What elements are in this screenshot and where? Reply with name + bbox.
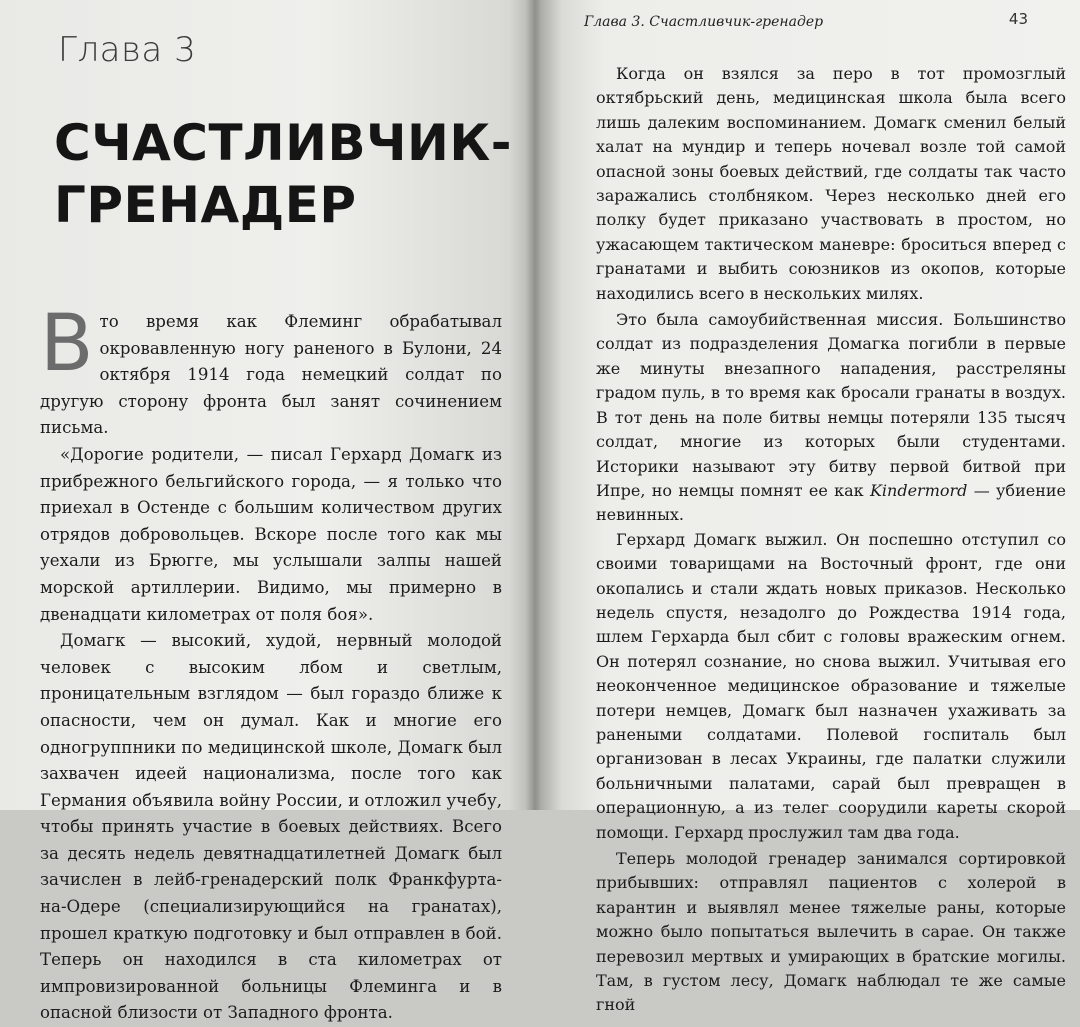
chapter-title: СЧАСТЛИВЧИК-ГРЕНАДЕР	[54, 114, 512, 234]
italic-term: Kindermord	[869, 480, 968, 500]
left-body-text	[40, 299, 502, 1027]
right-body-text	[596, 62, 1066, 1018]
page-number: 43	[1008, 10, 1028, 28]
paragraph: Герхард Домагк выжил. Он поспешно отступил со своими товарищами на Восточный фронт, где они окопались и стали ждать новых приказов. Несколько недель спустя, незадолго до Рождества 1914 года, шлем Герхарда был сбит с головы вражеским огнем. Он потерял сознание, но снова выжил. Учитывая его неоконченное медицинское образование и тяжелые потери немцев, Домагк был назначен ухаживать за ранеными солдатами. Полевой госпиталь был организован в лесах Украины, где палатки служили больничными палатами, сарай был превращен в операционную, а из телег соорудили кареты скорой помощи. Герхард прослужил там два года.	[596, 529, 1066, 842]
paragraph: «Дорогие родители, — писал Герхард Домагк из прибрежного бельгийского города, — я только что приехал в Остенде с большим количеством других отрядов добровольцев. Вскоре после того как мы уехали из Брюгге, мы услышали залпы нашей морской артиллерии. Видимо, мы примерно в двенадцати километрах от поля боя».	[40, 444, 502, 624]
paragraph-text: Это была самоубийственная миссия. Большинство солдат из подразделения Домагка погибли в первые же минуты внезапного нападения, расстреляны градом пуль, в то время как бросали гранаты в воздух. В тот день на поле битвы немцы потеряли 135 тысяч солдат, многие из которых были студентами. Историки называют эту битву первой битвой при Ипре, но немцы помнят ее как	[596, 310, 1066, 500]
left-page	[0, 0, 530, 1023]
right-page	[540, 0, 1080, 1015]
paragraph-text: — убиение невинных.	[596, 480, 1066, 525]
paragraph: Домагк — высокий, худой, нервный молодой человек с высоким лбом и светлым, проницательным взглядом — был гораздо ближе к опасности, чем он думал. Как и многие его одногруппники по медицинской школе, Домагк был захвачен идеей национализма, после того как Германия объявила войну России, и отложил учебу, чтобы принять участие в боевых действиях. Всего за десять недель девятнадцатилетней Домагк был зачислен в лейб-гренадерский полк Франкфурта-на-Одере (специализирующийся на гранатах), прошел краткую подготовку и был отправлен в бой. Теперь он находился в ста километрах от импровизированной больницы Флеминга и в опасной близости от Западного фронта.	[40, 631, 502, 1023]
running-head: Глава 3. Счастливчик-гренадер	[584, 14, 824, 30]
drop-cap: В	[40, 299, 94, 389]
paragraph-text: то время как Флеминг обрабатывал окровавленную ногу раненого в Булони, 24 октября 1914 года немецкий солдат по другую сторону фронта был занят сочинением письма.	[40, 312, 502, 438]
paragraph: Когда он взялся за перо в тот промозглый октябрьский день, медицинская школа была всего лишь далеким воспоминанием. Домагк сменил белый халат на мундир и теперь ночевал возле той самой опасной зоны боевых действий, где солдаты так часто заражались столбняком. Через несколько дней его полку будет приказано участвовать в простом, но ужасающем тактическом маневре: броситься вперед с гранатами и выбить союзников из окопов, которые находились всего в нескольких милях.	[596, 64, 1066, 303]
chapter-label: Глава 3	[58, 30, 197, 70]
paragraph	[40, 299, 502, 442]
paragraph: Теперь молодой гренадер занимался сортировкой прибывших: отправлял пациентов с холерой в карантин и выявлял менее тяжелые раны, которые можно было попытаться вылечить в сарае. Он также перевозил мертвых и умирающих в братские могилы. Там, в густом лесу, Домагк наблюдал те же самые гной	[596, 849, 1066, 1015]
paragraph	[596, 308, 1066, 528]
